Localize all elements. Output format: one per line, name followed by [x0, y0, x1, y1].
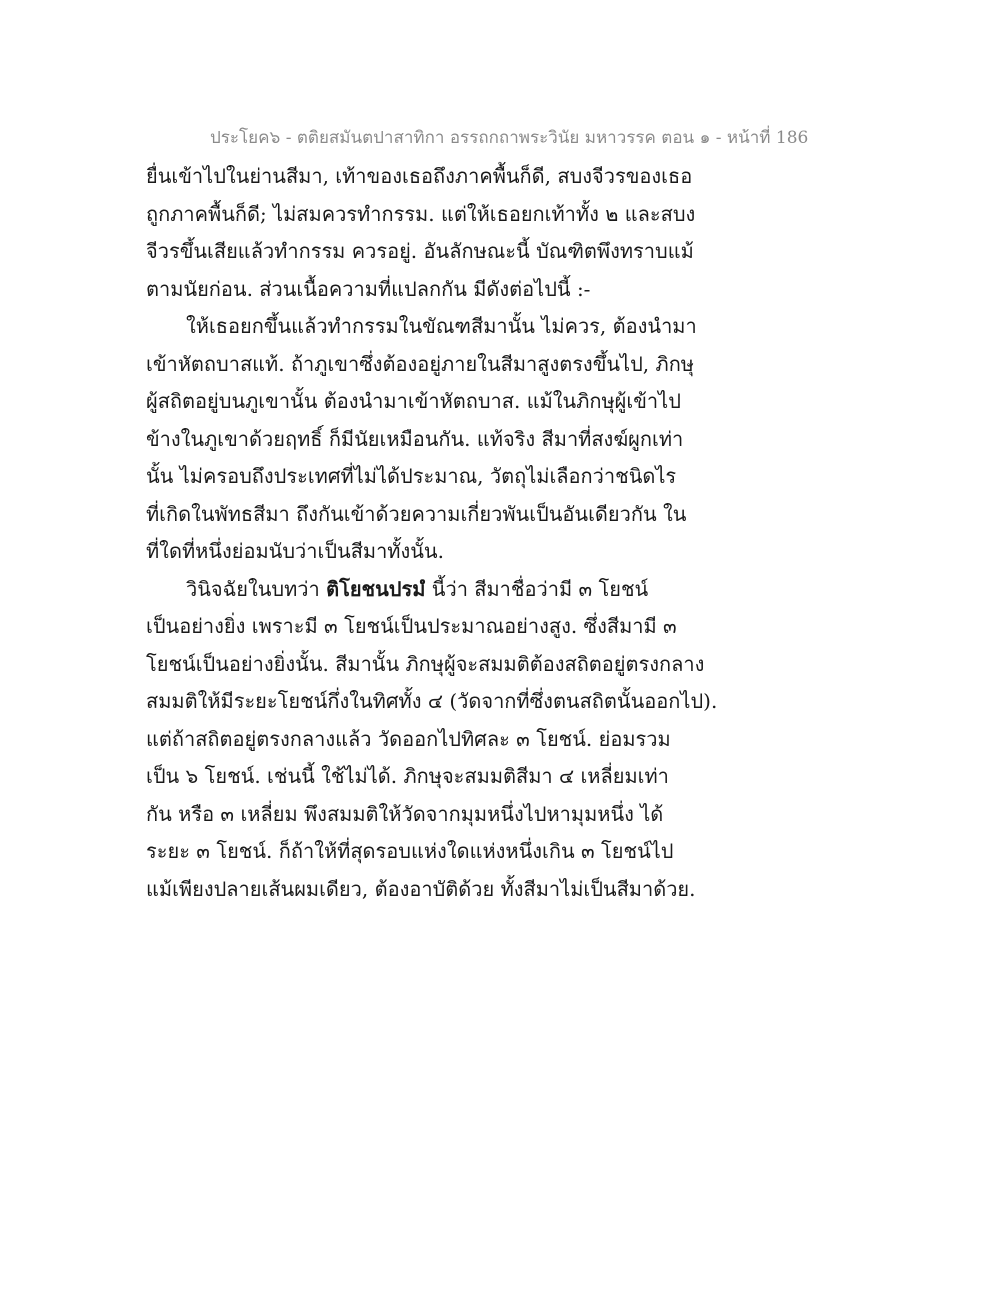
- text-line: ที่ใดที่หนึ่งย่อมนับว่าเป็นสีมาทั้งนั้น.: [146, 539, 444, 563]
- text-line: ที่เกิดในพัทธสีมา ถึงกันเข้าด้วยความเกี่ยวพันเป็นอันเดียวกัน ใน: [146, 501, 687, 526]
- text-line: โยชน์เป็นอย่างยิ่งนั้น. สีมานั้น ภิกษุผู้จะสมมติต้องสถิตอยู่ตรงกลาง: [146, 651, 705, 676]
- text-line: ระยะ ๓ โยชน์. ก็ถ้าให้ที่สุดรอบแห่งใดแห่งหนึ่งเกิน ๓ โยชน์ไป: [146, 839, 674, 863]
- text-line: ให้เธอยกขึ้นแล้วทำกรรมในขัณฑสีมานั้น ไม่ควร, ต้องนำมา: [186, 314, 697, 338]
- text-line: เป็น ๖ โยชน์. เช่นนี้ ใช้ไม่ได้. ภิกษุจะสมมติสีมา ๔ เหลี่ยมเท่า: [146, 764, 669, 788]
- text-line: [146, 571, 706, 609]
- text-line: นั้น ไม่ครอบถึงประเทศที่ไม่ได้ประมาณ, วัตถุไม่เลือกว่าชนิดไร: [146, 464, 677, 488]
- text-line: ผู้สถิตอยู่บนภูเขานั้น ต้องนำมาเข้าหัตถบาส. แม้ในภิกษุผู้เข้าไป: [146, 389, 681, 413]
- text-line: ถูกภาคพื้นก็ดี; ไม่สมควรทำกรรม. แต่ให้เธอยกเท้าทั้ง ๒ และสบง: [146, 201, 696, 226]
- bold-term: ติโยชนปรมํ: [326, 576, 426, 601]
- body-text: [146, 158, 718, 908]
- text-line: จีวรขึ้นเสียแล้วทำกรรม ควรอยู่. อันลักษณะนี้ บัณฑิตพึงทราบแม้: [146, 239, 694, 263]
- text-line: ข้างในภูเขาด้วยฤทธิ์ ก็มีนัยเหมือนกัน. แท้จริง สีมาที่สงฆ์ผูกเท่า: [146, 426, 684, 451]
- text-line: แม้เพียงปลายเส้นผมเดียว, ต้องอาบัติด้วย ทั้งสีมาไม่เป็นสีมาด้วย.: [146, 876, 696, 901]
- text-line: สมมติให้มีระยะโยชน์กึ่งในทิศทั้ง ๔ (วัดจากที่ซึ่งตนสถิตนั้นออกไป).: [146, 689, 718, 713]
- text-line: เข้าหัตถบาสแท้. ถ้าภูเขาซึ่งต้องอยู่ภายในสีมาสูงตรงขึ้นไป, ภิกษุ: [146, 351, 694, 376]
- text-line: ยื่นเข้าไปในย่านสีมา, เท้าของเธอถึงภาคพื้นก็ดี, สบงจีวรของเธอ: [146, 164, 693, 188]
- text-line: ตามนัยก่อน. ส่วนเนื้อความที่แปลกกัน มีดังต่อไปนี้ :-: [146, 276, 591, 301]
- text-line: แต่ถ้าสถิตอยู่ตรงกลางแล้ว วัดออกไปทิศละ ๓ โยชน์. ย่อมรวม: [146, 726, 671, 751]
- text-line: กัน หรือ ๓ เหลี่ยม พึงสมมติให้วัดจากมุมหนึ่งไปหามุมหนึ่ง ได้: [146, 801, 664, 826]
- text-segment: วินิจฉัยในบทว่า: [186, 576, 327, 601]
- text-line: เป็นอย่างยิ่ง เพราะมี ๓ โยชน์เป็นประมาณอย่างสูง. ซึ่งสีมามี ๓: [146, 614, 677, 638]
- text-segment: นี้ว่า สีมาชื่อว่ามี ๓ โยชน์: [425, 576, 649, 601]
- page-header: ประโยค๖ - ตติยสมันตปาสาทิกา อรรถกถาพระวินัย มหาวรรค ตอน ๑ - หน้าที่ 186: [210, 128, 809, 148]
